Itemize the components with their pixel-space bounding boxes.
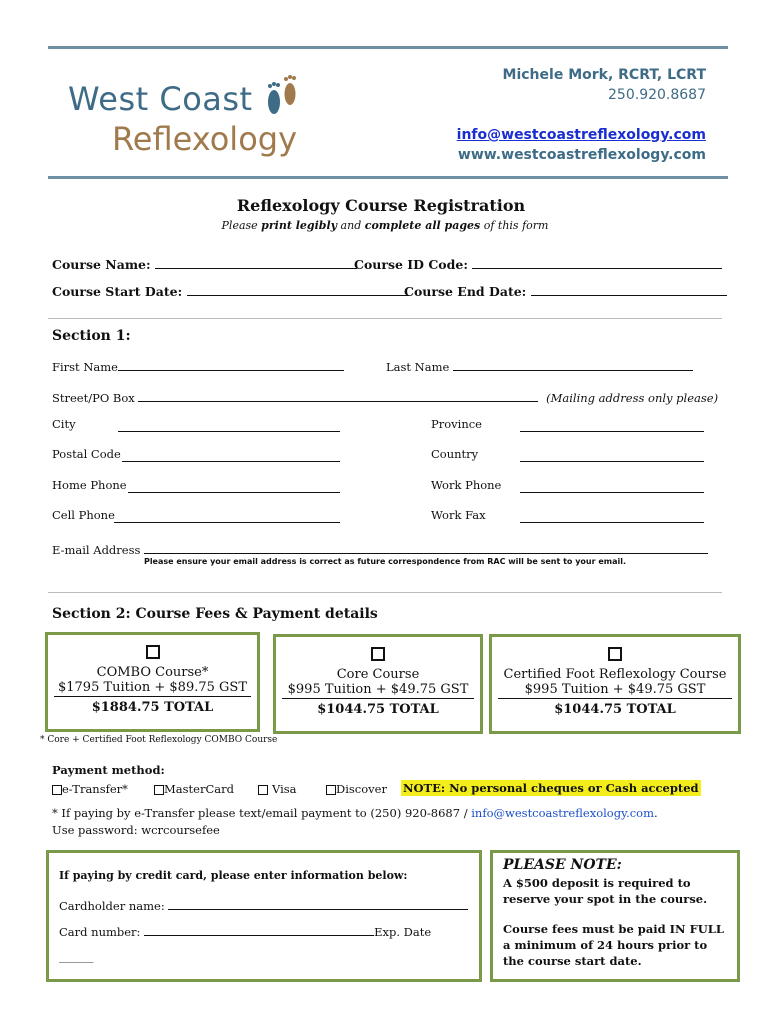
footprints-icon [262,72,304,120]
home-phone-label: Home Phone [52,478,127,492]
payment-method-label: MasterCard [164,782,234,796]
payment-method-etransfer[interactable] [52,782,128,796]
cell-phone-input[interactable] [114,508,340,523]
payment-method-discover[interactable] [326,782,387,796]
fee-option-core[interactable] [273,634,483,734]
fee-option-combo[interactable] [45,632,260,732]
province-input[interactable] [520,417,704,432]
work-phone-input[interactable] [520,478,704,493]
payment-method-mastercard[interactable] [154,782,234,796]
deposit-note: A $500 deposit is required to reserve your spot in the course. [503,876,708,906]
course-name-label: Course Name: [52,257,151,272]
email-note: Please ensure your email address is correct as future correspondence from RAC will be sent to your email. [143,557,627,566]
form-subtitle [0,219,770,232]
logo [68,80,318,165]
course-id-row [354,254,722,272]
payment-method-label: Discover [336,782,387,796]
course-name-input[interactable] [155,254,357,269]
cardholder-row [59,895,468,913]
contact-phone: 250.920.8687 [608,87,706,103]
course-start-label: Course Start Date: [52,284,183,299]
course-start-row [52,281,409,299]
cardholder-input[interactable] [168,895,468,910]
course-end-row [404,281,727,299]
fee-option-certified[interactable] [489,634,741,734]
fee-option-tuition: $1795 Tuition + $89.75 GST [54,680,251,697]
city-input[interactable] [118,417,340,432]
card-number-label: Card number: [59,925,141,939]
fee-option-tuition: $995 Tuition + $49.75 GST [282,682,474,699]
course-id-input[interactable] [472,254,722,269]
payment-method-visa[interactable] [258,782,297,796]
no-cash-note: NOTE: No personal cheques or Cash accepted [403,781,699,795]
section2-title: Section 2: Course Fees & Payment details [52,606,378,622]
etransfer-note: * If paying by e-Transfer please text/email payment to (250) 920-8687 / [52,806,468,820]
subtitle-bold: complete all pages [364,219,481,232]
course-end-label: Course End Date: [404,284,527,299]
checkbox-icon[interactable] [326,785,336,795]
subtitle-part: and [337,219,365,232]
fee-option-total: $1044.75 TOTAL [554,702,676,717]
email-input[interactable] [144,539,708,554]
first-name-label: First Name [52,360,118,374]
etransfer-note-row [52,806,658,820]
subtitle-part: of this form [480,219,549,232]
city-label: City [52,417,76,431]
payment-method-label: e-Transfer* [62,782,128,796]
checkbox-icon[interactable] [146,645,160,659]
fee-option-total: $1044.75 TOTAL [317,702,439,717]
checkbox-icon[interactable] [371,647,385,661]
postal-label: Postal Code [52,447,121,461]
cardholder-label: Cardholder name: [59,899,165,913]
fee-option-name: Certified Foot Reflexology Course [503,667,727,682]
fee-option-name: Core Course [336,667,420,682]
checkbox-icon[interactable] [52,785,62,795]
section1-title: Section 1: [52,328,131,344]
full-payment-note: Course fees must be paid IN FULL a minimum of 24 hours prior to the course start date. [503,922,724,968]
logo-west-coast: West Coast [68,80,253,118]
email-label: E-mail Address [52,543,141,557]
form-title: Reflexology Course Registration [236,196,526,215]
first-name-row [52,356,344,374]
fee-option-total: $1884.75 TOTAL [91,700,214,715]
divider [48,592,722,593]
password-note: Use password: wcrcoursefee [52,823,220,837]
card-number-input[interactable] [144,921,374,936]
credit-card-box [46,850,482,982]
etransfer-email-link[interactable]: info@westcoastreflexology.com [471,806,654,820]
last-name-input[interactable] [453,356,693,371]
home-phone-input[interactable] [128,478,340,493]
header-top-rule [48,46,728,49]
last-name-label: Last Name [386,360,450,374]
header-bottom-rule [48,176,728,179]
work-fax-label: Work Fax [431,508,486,522]
credit-card-title: If paying by credit card, please enter information below: [59,869,408,882]
period: . [653,806,658,820]
country-input[interactable] [520,447,704,462]
subtitle-part: Please [221,219,262,232]
street-input[interactable] [138,387,538,402]
street-label: Street/PO Box [52,391,135,405]
contact-name: Michele Mork, RCRT, LCRT [502,67,706,83]
exp-date-input[interactable]: ______ [59,949,94,963]
country-label: Country [431,447,479,461]
work-phone-label: Work Phone [431,478,502,492]
checkbox-icon[interactable] [258,785,268,795]
contact-website: www.westcoastreflexology.com [457,147,706,163]
work-fax-input[interactable] [520,508,704,523]
province-label: Province [431,417,482,431]
please-note-title: PLEASE NOTE: [503,857,622,873]
exp-date-label: Exp. Date [374,925,432,939]
payment-method-label: Visa [272,782,297,796]
postal-input[interactable] [122,447,340,462]
contact-email-link[interactable]: info@westcoastreflexology.com [456,127,706,143]
checkbox-icon[interactable] [154,785,164,795]
cell-phone-label: Cell Phone [52,508,115,522]
course-name-row [52,254,357,272]
first-name-input[interactable] [118,356,344,371]
street-row [52,387,718,405]
fee-option-tuition: $995 Tuition + $49.75 GST [498,682,732,699]
course-end-input[interactable] [531,281,727,296]
contact-block [457,65,706,165]
logo-reflexology: Reflexology [112,120,298,158]
course-start-input[interactable] [187,281,409,296]
fee-option-name: COMBO Course* [96,665,209,680]
payment-label: Payment method: [52,763,165,777]
divider [48,318,722,319]
combo-note: * Core + Certified Foot Reflexology COMBO Course [40,735,278,745]
email-row [52,539,708,557]
card-number-row [59,921,431,939]
mailing-note: (Mailing address only please) [546,391,719,405]
please-note-box [490,850,740,982]
subtitle-bold: print legibly [261,219,338,232]
course-id-label: Course ID Code: [354,257,468,272]
last-name-row [386,356,693,374]
checkbox-icon[interactable] [608,647,622,661]
